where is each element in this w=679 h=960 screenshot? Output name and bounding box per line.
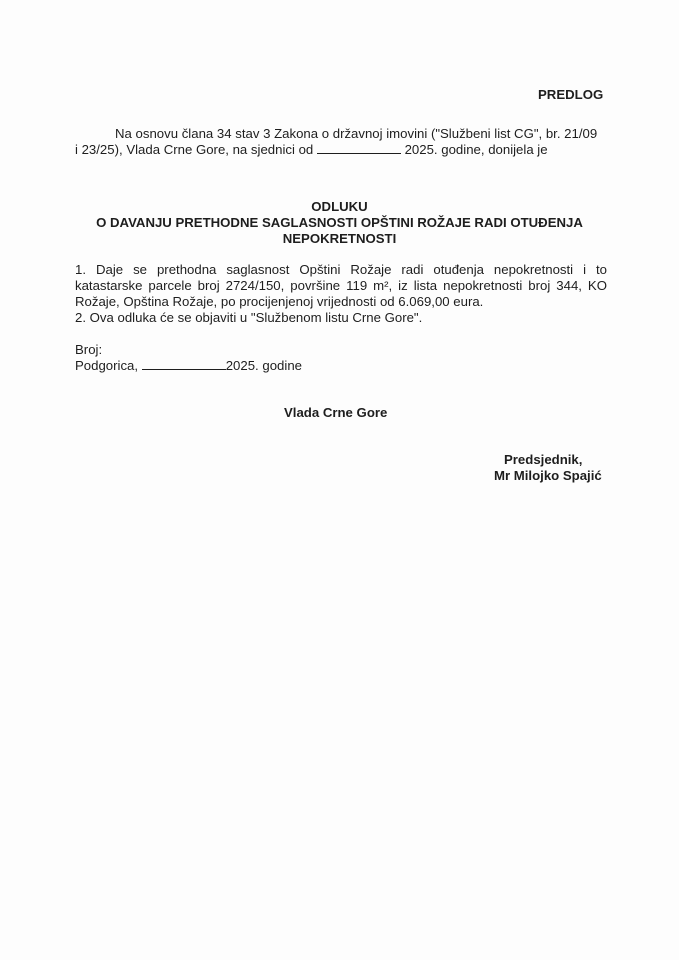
item-1-line-2: katastarske parcele broj 2724/150, površine 119 m², iz lista nepokretnosti broj 344, KO: [75, 278, 607, 293]
preamble-line-1: Na osnovu člana 34 stav 3 Zakona o državnoj imovini ("Službeni list CG", br. 21/09: [115, 126, 598, 141]
signatory-title: Predsjednik,: [504, 452, 583, 467]
title-line-2: O DAVANJU PRETHODNE SAGLASNOSTI OPŠTINI ROŽAJE RADI OTUĐENJA: [96, 215, 583, 230]
document-label: PREDLOG: [538, 87, 604, 102]
signatory-name: Mr Milojko Spajić: [494, 468, 602, 483]
date-blank: [317, 142, 401, 154]
issuer: Vlada Crne Gore: [284, 405, 388, 420]
place: Podgorica,: [75, 358, 139, 373]
item-1-line-1: 1. Daje se prethodna saglasnost Opštini Rožaje radi otuđenja nepokretnosti i to: [75, 262, 607, 277]
date-suffix: 2025. godine: [225, 358, 302, 373]
date-blank: [142, 358, 226, 370]
item-1-line-3: Rožaje, Opština Rožaje, po procijenjenoj vrijednosti od 6.069,00 eura.: [75, 294, 484, 309]
place-date-line: [75, 358, 302, 373]
item-2: 2. Ova odluka će se objaviti u "Službenom listu Crne Gore".: [75, 310, 423, 325]
preamble-text: i 23/25), Vlada Crne Gore, na sjednici od: [75, 142, 314, 157]
title-line-3: NEPOKRETNOSTI: [282, 231, 397, 246]
preamble-text-end: 2025. godine, donijela je: [404, 142, 548, 157]
preamble-line-2: [75, 142, 548, 157]
broj-label: Broj:: [75, 342, 103, 357]
title-line-1: ODLUKU: [311, 199, 368, 214]
